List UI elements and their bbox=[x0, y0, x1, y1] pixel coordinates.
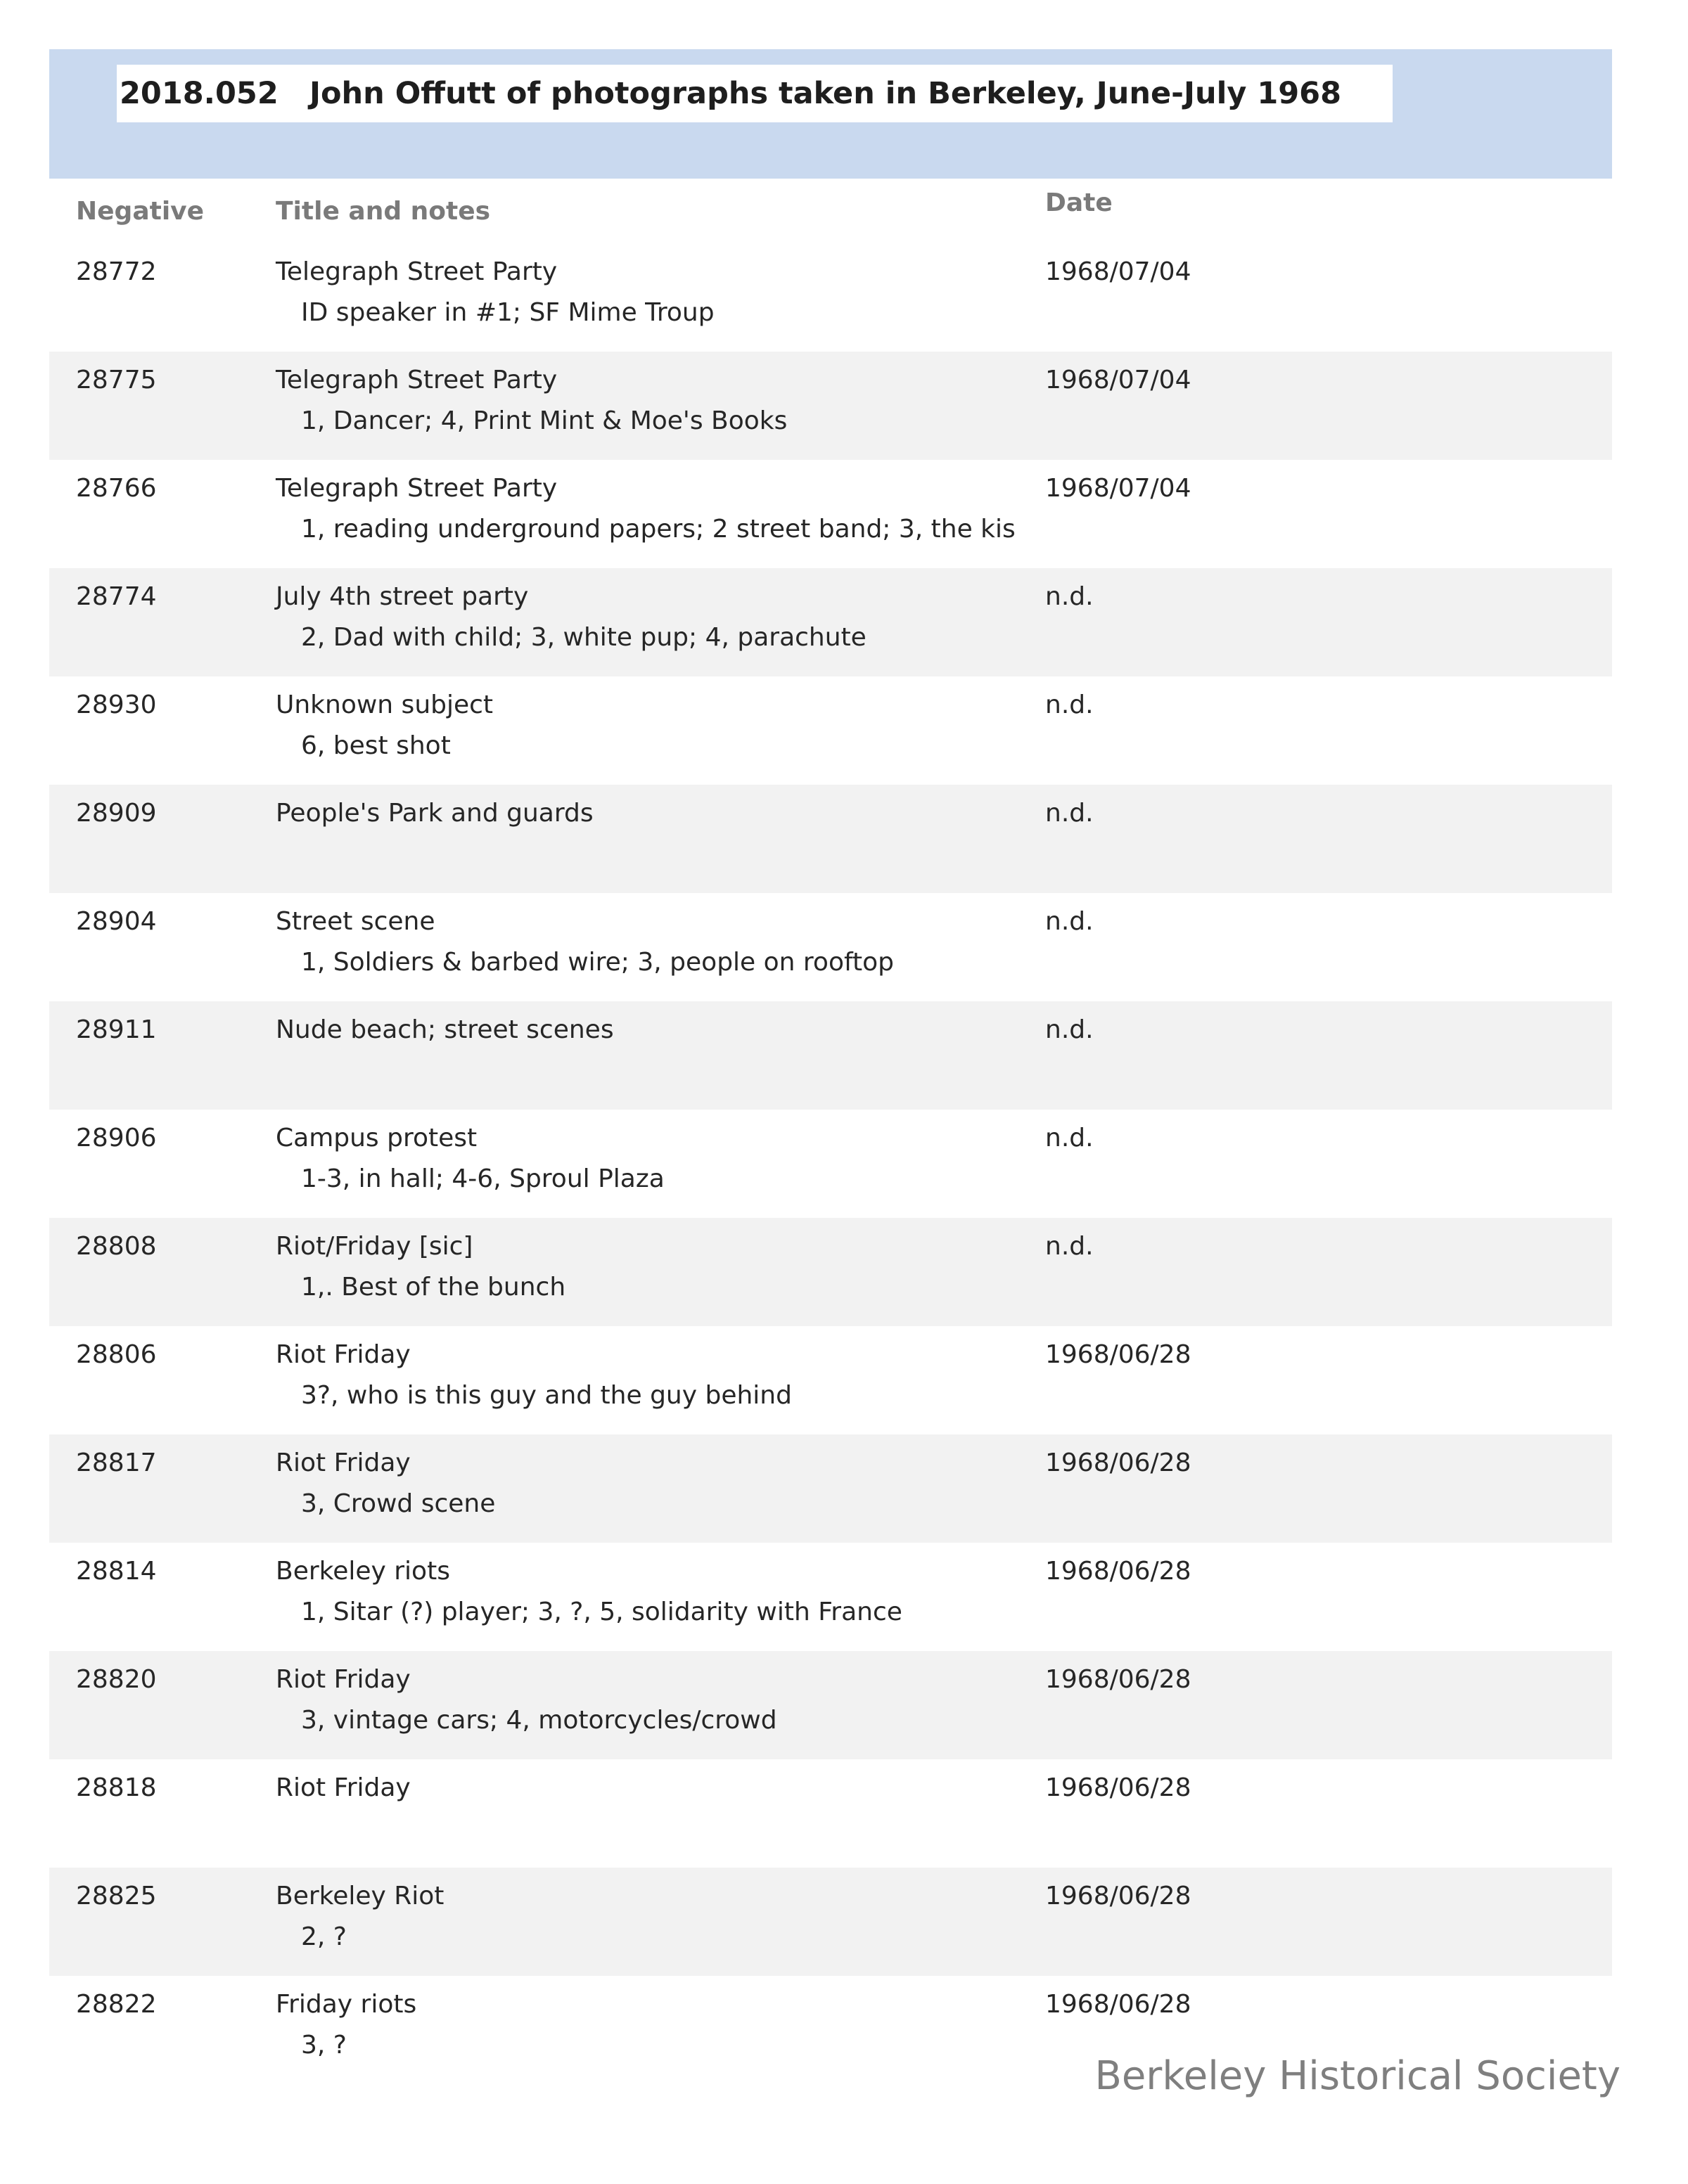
row-date: 1968/06/28 bbox=[1045, 1665, 1191, 1694]
column-header-title: Title and notes bbox=[276, 197, 491, 226]
row-date: 1968/06/28 bbox=[1045, 1557, 1191, 1586]
row-date: n.d. bbox=[1045, 1015, 1094, 1044]
catalog-table bbox=[49, 243, 1612, 2084]
catalog-page bbox=[49, 49, 1612, 2084]
row-note: 1,. Best of the bunch bbox=[301, 1273, 566, 1302]
row-title: Berkeley riots bbox=[276, 1557, 450, 1586]
row-note: 3, ? bbox=[301, 2031, 347, 2060]
negative-number: 28806 bbox=[76, 1340, 157, 1369]
row-note: 1, reading underground papers; 2 street band; 3, the kis bbox=[301, 515, 1016, 544]
negative-number: 28774 bbox=[76, 582, 157, 611]
table-row bbox=[49, 1434, 1612, 1543]
row-date: 1968/06/28 bbox=[1045, 1340, 1191, 1369]
row-title: Nude beach; street scenes bbox=[276, 1015, 614, 1044]
row-title: July 4th street party bbox=[276, 582, 529, 611]
negative-number: 28817 bbox=[76, 1448, 157, 1477]
row-date: 1968/06/28 bbox=[1045, 1448, 1191, 1477]
table-row bbox=[49, 1218, 1612, 1326]
row-title: Friday riots bbox=[276, 1990, 417, 2019]
negative-number: 28930 bbox=[76, 690, 157, 719]
row-title: Riot Friday bbox=[276, 1448, 411, 1477]
table-row bbox=[49, 352, 1612, 460]
row-date: n.d. bbox=[1045, 1232, 1094, 1261]
negative-number: 28766 bbox=[76, 474, 157, 503]
table-row bbox=[49, 568, 1612, 676]
negative-number: 28808 bbox=[76, 1232, 157, 1261]
row-note: 3, vintage cars; 4, motorcycles/crowd bbox=[301, 1706, 777, 1735]
row-note: ID speaker in #1; SF Mime Troup bbox=[301, 298, 715, 327]
page-title bbox=[117, 65, 1393, 122]
row-date: 1968/07/04 bbox=[1045, 366, 1191, 394]
row-date: n.d. bbox=[1045, 582, 1094, 611]
table-row bbox=[49, 1326, 1612, 1434]
row-title: Telegraph Street Party bbox=[276, 474, 558, 503]
column-headers bbox=[49, 179, 1612, 243]
table-row bbox=[49, 1868, 1612, 1976]
row-title: Riot/Friday [sic] bbox=[276, 1232, 473, 1261]
row-date: 1968/06/28 bbox=[1045, 1882, 1191, 1910]
row-date: n.d. bbox=[1045, 907, 1094, 936]
column-header-negative: Negative bbox=[76, 197, 205, 226]
row-date: 1968/06/28 bbox=[1045, 1990, 1191, 2019]
negative-number: 28775 bbox=[76, 366, 157, 394]
row-date: n.d. bbox=[1045, 690, 1094, 719]
header-band bbox=[49, 49, 1612, 179]
row-note: 1, Dancer; 4, Print Mint & Moe's Books bbox=[301, 406, 788, 435]
row-date: n.d. bbox=[1045, 1124, 1094, 1152]
negative-number: 28904 bbox=[76, 907, 157, 936]
footer-organization: Berkeley Historical Society bbox=[1094, 2053, 1620, 2099]
table-row bbox=[49, 1543, 1612, 1651]
row-title: Riot Friday bbox=[276, 1773, 411, 1802]
table-row bbox=[49, 785, 1612, 893]
row-note: 1, Soldiers & barbed wire; 3, people on rooftop bbox=[301, 948, 895, 977]
table-row bbox=[49, 1759, 1612, 1868]
row-title: Riot Friday bbox=[276, 1340, 411, 1369]
negative-number: 28825 bbox=[76, 1882, 157, 1910]
negative-number: 28820 bbox=[76, 1665, 157, 1694]
row-note: 3?, who is this guy and the guy behind bbox=[301, 1381, 792, 1410]
row-date: 1968/07/04 bbox=[1045, 257, 1191, 286]
row-title: Telegraph Street Party bbox=[276, 257, 558, 286]
table-row bbox=[49, 1651, 1612, 1759]
table-row bbox=[49, 460, 1612, 568]
row-title: Berkeley Riot bbox=[276, 1882, 445, 1910]
row-note: 2, ? bbox=[301, 1922, 347, 1951]
table-row bbox=[49, 1110, 1612, 1218]
negative-number: 28906 bbox=[76, 1124, 157, 1152]
row-date: 1968/06/28 bbox=[1045, 1773, 1191, 1802]
negative-number: 28818 bbox=[76, 1773, 157, 1802]
column-header-date: Date bbox=[1045, 188, 1113, 217]
negative-number: 28814 bbox=[76, 1557, 157, 1586]
collection-title: John Offutt of photographs taken in Berkeley, June-July 1968 bbox=[309, 76, 1342, 111]
row-title: Street scene bbox=[276, 907, 435, 936]
negative-number: 28822 bbox=[76, 1990, 157, 2019]
table-row bbox=[49, 893, 1612, 1001]
row-title: People's Park and guards bbox=[276, 799, 594, 828]
row-date: 1968/07/04 bbox=[1045, 474, 1191, 503]
row-note: 2, Dad with child; 3, white pup; 4, parachute bbox=[301, 623, 867, 652]
row-title: Campus protest bbox=[276, 1124, 478, 1152]
table-row bbox=[49, 243, 1612, 352]
accession-number: 2018.052 bbox=[120, 76, 279, 111]
row-note: 3, Crowd scene bbox=[301, 1489, 496, 1518]
negative-number: 28772 bbox=[76, 257, 157, 286]
negative-number: 28909 bbox=[76, 799, 157, 828]
row-note: 1, Sitar (?) player; 3, ?, 5, solidarity with France bbox=[301, 1598, 902, 1626]
table-row bbox=[49, 1001, 1612, 1110]
row-note: 6, best shot bbox=[301, 731, 451, 760]
table-row bbox=[49, 676, 1612, 785]
row-title: Telegraph Street Party bbox=[276, 366, 558, 394]
negative-number: 28911 bbox=[76, 1015, 157, 1044]
row-date: n.d. bbox=[1045, 799, 1094, 828]
row-title: Unknown subject bbox=[276, 690, 494, 719]
row-title: Riot Friday bbox=[276, 1665, 411, 1694]
row-note: 1-3, in hall; 4-6, Sproul Plaza bbox=[301, 1164, 665, 1193]
